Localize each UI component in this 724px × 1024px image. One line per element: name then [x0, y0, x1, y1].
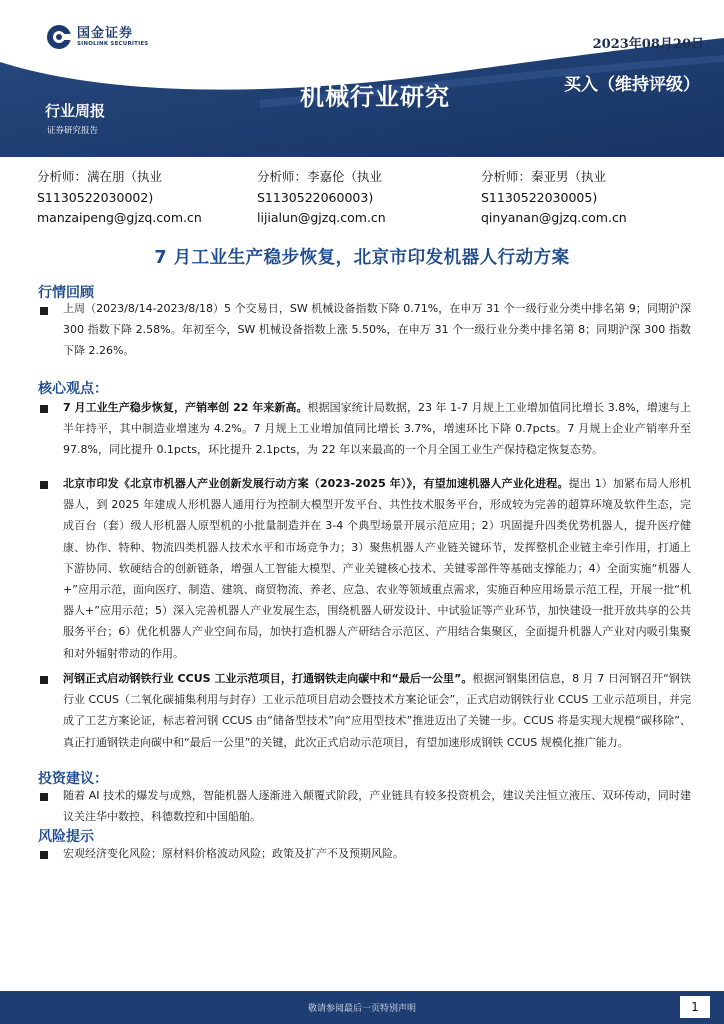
advice-text: 随着 AI 技术的爆发与成熟，智能机器人逐渐进入颠覆式阶段，产业链具有较多投资机会，建议关注恒立液压、双环传动，同时建议关注华中数控、科德数控和中国船舶。 [63, 789, 691, 824]
view-item-body: 提出 1）加紧布局人形机器人，到 2025 年建成人形机器人通用行为控制大模型开发平台、共性技术服务平台，形成较为完善的超算环境及软件生态，完成百台（套）级人形机器人原型机的小批量制造并在 3-4 个典型场景开展示范应用；2）巩固提升四类优势机器人，提升医疗健康、协作、特种、物流四类机器人技术水平和市场竞争力；3）聚焦机器人产业链关键环节，发挥整机企业链主牵引作用，打通上下游协同、软硬结合的创新链条，增强人工智能大模型、产业关键核心技术、关键零部件等基础支撑能力；4）全面实施“机器人+”应用示范，面向医疗、制造、建筑、商贸物流、养老、应急、农业等领域重点需求，实施百种应用场景示范工程，开展一批“机器人+”应用示范；5）深入完善机器人产业发展生态，围绕机器人研发设计、中试验证等产业环节，加快建设一批开放共享的公共服务平台；6）优化机器人产业空间布局，加快打造机器人产研结合示范区、产用结合集聚区，全面提升机器人产业对内吸引集聚和对外辐射带动的作用。 [63, 477, 691, 660]
analyst-license: S1130522060003) [257, 189, 374, 205]
view-item-lead: 北京市印发《北京市机器人产业创新发展行动方案（2023-2025 年）》，有望加速机器人产业化进程。 [63, 477, 569, 490]
page-number: 1 [680, 996, 710, 1018]
analyst-name: 分析师：满在朋（执业 [37, 169, 163, 184]
industry-title: 机械行业研究 [300, 83, 450, 111]
analyst-name: 分析师：李嘉伦（执业 [257, 169, 383, 184]
analyst-email[interactable]: qinyanan@gjzq.com.cn [481, 210, 627, 225]
report-title: 7 月工业生产稳步恢复，北京市印发机器人行动方案 [154, 248, 570, 268]
report-type: 行业周报 [45, 102, 106, 120]
logo-mark-icon [46, 24, 72, 50]
bullet-icon [40, 481, 48, 489]
section-heading-review: 行情回顾 [38, 285, 94, 301]
report-date: 2023年08月20日 [592, 37, 704, 52]
footer-disclaimer: 敬请参阅最后一页特别声明 [307, 1004, 416, 1014]
rating-badge: 买入（维持评级） [564, 75, 700, 95]
logo-name-en: SINOLINK SECURITIES [77, 40, 149, 47]
bullet-icon [40, 676, 48, 684]
analyst-name: 分析师：秦亚男（执业 [481, 169, 607, 184]
analyst-license: S1130522030002) [37, 189, 154, 205]
section-heading-advice: 投资建议： [38, 771, 108, 787]
logo-name-cn: 国金证券 [77, 25, 134, 41]
bullet-icon [40, 307, 48, 315]
analyst-entry [37, 167, 202, 229]
report-header [0, 0, 724, 157]
view-item-lead: 7 月工业生产稳步恢复，产销率创 22 年来新高。 [63, 401, 308, 414]
view-item-body: 根据河钢集团信息，8 月 7 日河钢召开“钢铁行业 CCUS（二氧化碳捕集利用与封存）工业示范项目启动会暨技术方案论证会”，正式启动钢铁行业 CCUS 工业示范项目，并完成了工艺方案论证，标志着河钢 CCUS 由“储备型技术”向“应用型技术”推进迈出了关键一步。CCUS 将是实现大规模“碳移除”、真正打通钢铁走向碳中和“最后一公里”的关键，此次正式启动示范项目，有望加速形成钢铁 CCUS 规模化推广能力。 [63, 672, 692, 749]
section-heading-risk: 风险提示 [38, 829, 94, 845]
analyst-license: S1130522030005) [481, 189, 598, 205]
bullet-icon [40, 793, 48, 801]
analyst-email[interactable]: manzaipeng@gjzq.com.cn [37, 210, 202, 225]
view-item-body: 根据国家统计局数据，23 年 1-7 月规上工业增加值同比增长 3.8%，增速与上半年持平，其中制造业增速为 4.2%。7 月规上工业增加值同比增长 3.7%，增速环比下降 0.7pcts。7 月规上企业产销率升至 97.8%，同比提升 0.1pcts，环比提升 2.1pcts，为 22 年以来最高的一个月全国工业生产保持稳定恢复态势。 [63, 401, 691, 457]
analyst-entry [481, 167, 627, 229]
view-item [63, 668, 691, 753]
section-heading-views: 核心观点： [38, 381, 108, 397]
review-text: 上周（2023/8/14-2023/8/18）5 个交易日，SW 机械设备指数下降 0.71%，在申万 31 个一级行业分类中排名第 9；同期沪深 300 指数下降 2.58%。年初至今，SW 机械设备指数上涨 5.50%，在申万 31 个一级行业分类中排名第 8；同期沪深 300 指数下降 2.26%。 [63, 302, 691, 358]
risk-text: 宏观经济变化风险；原材料价格波动风险；政策及扩产不及预期风险。 [63, 847, 404, 860]
report-subtype: 证券研究报告 [47, 126, 99, 136]
analyst-email[interactable]: lijialun@gjzq.com.cn [257, 210, 386, 225]
analyst-entry [257, 167, 386, 229]
view-item-lead: 河钢正式启动钢铁行业 CCUS 工业示范项目，打通钢铁走向碳中和“最后一公里”。 [63, 672, 473, 685]
bullet-icon [40, 851, 48, 859]
view-item [63, 397, 691, 461]
view-item [63, 473, 691, 664]
company-logo [46, 24, 148, 50]
bullet-icon [40, 405, 48, 413]
